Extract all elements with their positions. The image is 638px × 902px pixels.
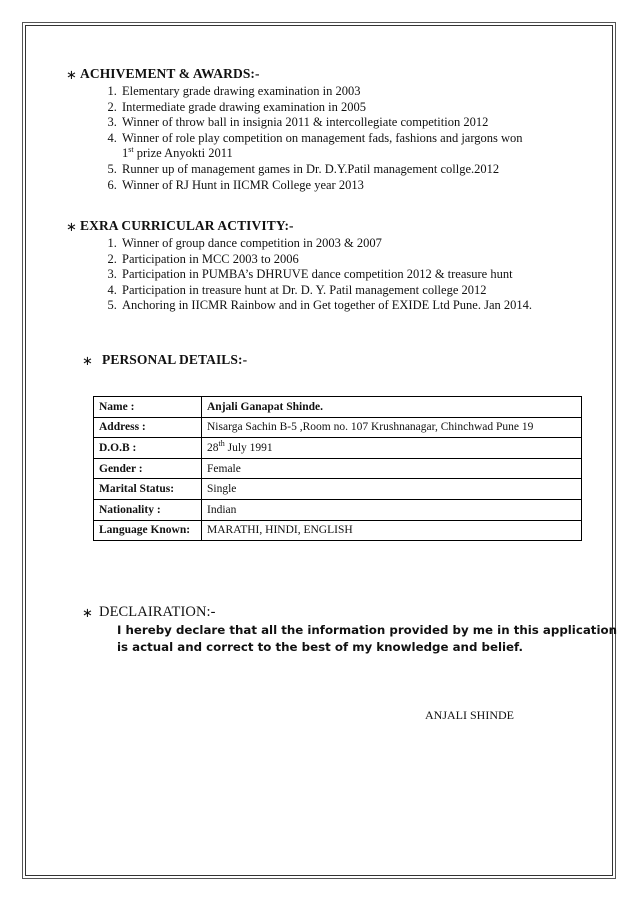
row-value: MARATHI, HINDI, ENGLISH xyxy=(202,520,582,541)
declaration-heading: DECLAIRATION:- xyxy=(99,604,216,620)
dob-day: 28 xyxy=(207,441,219,454)
table-row xyxy=(94,397,582,418)
bullet-icon: ∗ xyxy=(82,353,93,368)
table-row xyxy=(94,458,582,479)
list-item-text: Winner of role play competition on management fads, fashions and jargons won xyxy=(122,130,523,145)
table-row xyxy=(94,417,582,438)
achievements-list xyxy=(80,84,523,193)
row-label: Nationality : xyxy=(94,499,202,520)
row-label: Gender : xyxy=(94,458,202,479)
row-value: Nisarga Sachin B-5 ,Room no. 107 Krushnanagar, Chinchwad Pune 19 xyxy=(202,417,582,438)
prize-text: prize Anyokti 2011 xyxy=(133,146,233,161)
list-item: 5. Anchoring in IICMR Rainbow and in Get together of EXIDE Ltd Pune. Jan 2014. xyxy=(120,298,532,314)
prize-number: 1 xyxy=(122,146,129,161)
row-value: Anjali Ganapat Shinde. xyxy=(202,397,582,418)
signature-name: ANJALI SHINDE xyxy=(425,708,514,722)
list-item: 1. Elementary grade drawing examination in 2003 xyxy=(120,84,523,100)
list-item: 4. Participation in treasure hunt at Dr. D. Y. Patil management college 2012 xyxy=(120,283,532,299)
table-row xyxy=(94,499,582,520)
table-row xyxy=(94,520,582,541)
list-item: 3. Participation in PUMBA’s DHRUVE dance competition 2012 & treasure hunt xyxy=(120,267,532,283)
row-label: Name : xyxy=(94,397,202,418)
table-row xyxy=(94,479,582,500)
declaration-section xyxy=(82,604,617,656)
list-item: 3. Winner of throw ball in insignia 2011 & intercollegiate competition 2012 xyxy=(120,115,523,131)
personal-heading: PERSONAL DETAILS:- xyxy=(102,352,248,367)
bullet-icon: ∗ xyxy=(82,605,93,620)
personal-section xyxy=(82,352,248,368)
declaration-line-1: I hereby declare that all the information provided by me in this application xyxy=(117,623,617,637)
achievements-heading: ACHIVEMENT & AWARDS:- xyxy=(80,66,260,81)
list-item: 1. Winner of group dance competition in 2003 & 2007 xyxy=(120,236,532,252)
list-item: 2. Intermediate grade drawing examination in 2005 xyxy=(120,100,523,116)
row-label: Marital Status: xyxy=(94,479,202,500)
row-value xyxy=(202,438,582,459)
table-row xyxy=(94,438,582,459)
list-item: 6. Winner of RJ Hunt in IICMR College year 2013 xyxy=(120,178,523,194)
bullet-icon: ∗ xyxy=(66,67,77,82)
row-label: D.O.B : xyxy=(94,438,202,459)
row-value: Single xyxy=(202,479,582,500)
dob-rest: July 1991 xyxy=(224,441,273,454)
declaration-line-2: is actual and correct to the best of my knowledge and belief. xyxy=(117,640,524,654)
personal-details-table xyxy=(93,396,582,541)
list-item xyxy=(120,131,523,162)
list-item: 2. Participation in MCC 2003 to 2006 xyxy=(120,252,532,268)
extracurricular-section xyxy=(66,218,533,314)
extracurricular-list xyxy=(80,236,532,314)
list-item: 5. Runner up of management games in Dr. D.Y.Patil management collge.2012 xyxy=(120,162,523,178)
prize-suffix: st xyxy=(128,145,134,155)
row-value: Indian xyxy=(202,499,582,520)
bullet-icon: ∗ xyxy=(66,219,77,234)
row-label: Address : xyxy=(94,417,202,438)
row-label: Language Known: xyxy=(94,520,202,541)
row-value: Female xyxy=(202,458,582,479)
achievements-section xyxy=(66,66,523,193)
extracurricular-heading: EXRA CURRICULAR ACTIVITY:- xyxy=(80,218,294,233)
dob-suffix: th xyxy=(218,439,225,449)
